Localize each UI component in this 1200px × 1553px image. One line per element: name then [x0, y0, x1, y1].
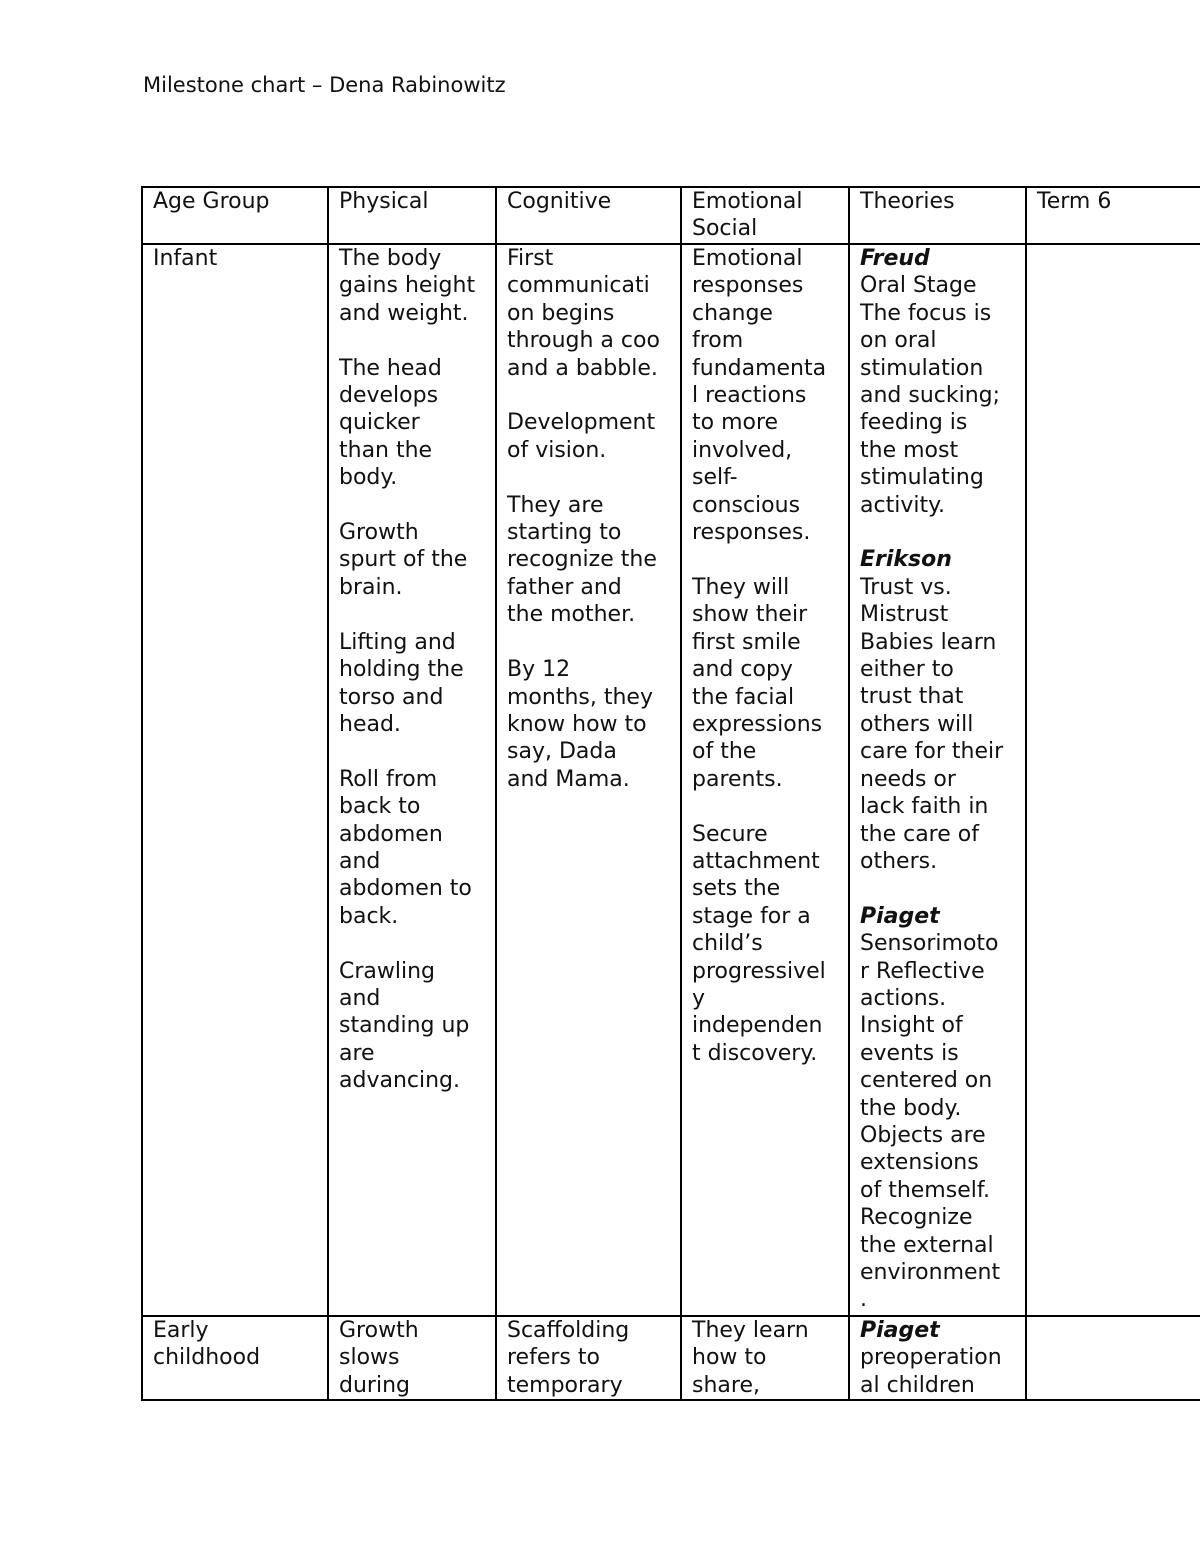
cell-emotional-social: Emotional responses change from fundamenta l reactions to more involved, self- conscious responses. They will show their first smile and copy the facial expressions of the parents. Secure attachment sets the stage for a child’s progressivel y independen t discovery. — [681, 244, 849, 1316]
header-cell-theories: Theories — [849, 187, 1026, 244]
table-row-infant — [142, 244, 1200, 1316]
theory-name: Piaget — [860, 1318, 940, 1343]
cell-cognitive: First communicati on begins through a coo and a babble. Development of vision. They are starting to recognize the father and the mother. By 12 months, they know how to say, Dada and Mama. — [496, 244, 681, 1316]
theory-name: Piaget — [860, 903, 940, 929]
theory-freud — [860, 245, 1025, 519]
theory-name: Erikson — [860, 547, 952, 573]
cell-cognitive: Scaffolding refers to temporary — [496, 1316, 681, 1400]
cell-age-group: Infant — [142, 244, 328, 1316]
theory-name: Freud — [860, 246, 930, 271]
table-row-early-childhood — [142, 1316, 1200, 1400]
theory-erikson — [860, 546, 1025, 875]
theory-description: preoperation al children — [860, 1345, 1002, 1398]
table-header-row — [142, 187, 1200, 244]
cell-physical: The body gains height and weight. The head develops quicker than the body. Growth spurt of the brain. Lifting and holding the torso and head. Roll from back to abdomen and abdomen to back. Crawling and standing up are advancing. — [328, 244, 496, 1316]
header-cell-term: Term 6 — [1026, 187, 1200, 244]
theory-piaget — [860, 1317, 1025, 1399]
theory-description: Sensorimoto r Reflective actions. Insight of events is centered on the body. Objects are extensions of themself. Recognize the external environment . — [860, 931, 1001, 1313]
cell-theories — [849, 244, 1026, 1316]
document-title: Milestone chart – Dena Rabinowitz — [143, 73, 506, 97]
cell-physical: Growth slows during — [328, 1316, 496, 1400]
theory-piaget — [860, 903, 1025, 1314]
cell-term — [1026, 244, 1200, 1316]
milestone-table — [141, 186, 1200, 1401]
cell-age-group: Early childhood — [142, 1316, 328, 1400]
header-cell-emotional-social: Emotional Social — [681, 187, 849, 244]
cell-term — [1026, 1316, 1200, 1400]
header-cell-physical: Physical — [328, 187, 496, 244]
cell-theories — [849, 1316, 1026, 1400]
milestone-table-container — [141, 186, 1200, 1401]
theory-description: Trust vs. Mistrust Babies learn either to trust that others will care for their needs or lack faith in the care of others. — [860, 574, 1004, 874]
header-cell-cognitive: Cognitive — [496, 187, 681, 244]
header-cell-age-group: Age Group — [142, 187, 328, 244]
theory-description: Oral Stage The focus is on oral stimulation and sucking; feeding is the most stimulating activity. — [860, 273, 1001, 518]
cell-emotional-social: They learn how to share, — [681, 1316, 849, 1400]
